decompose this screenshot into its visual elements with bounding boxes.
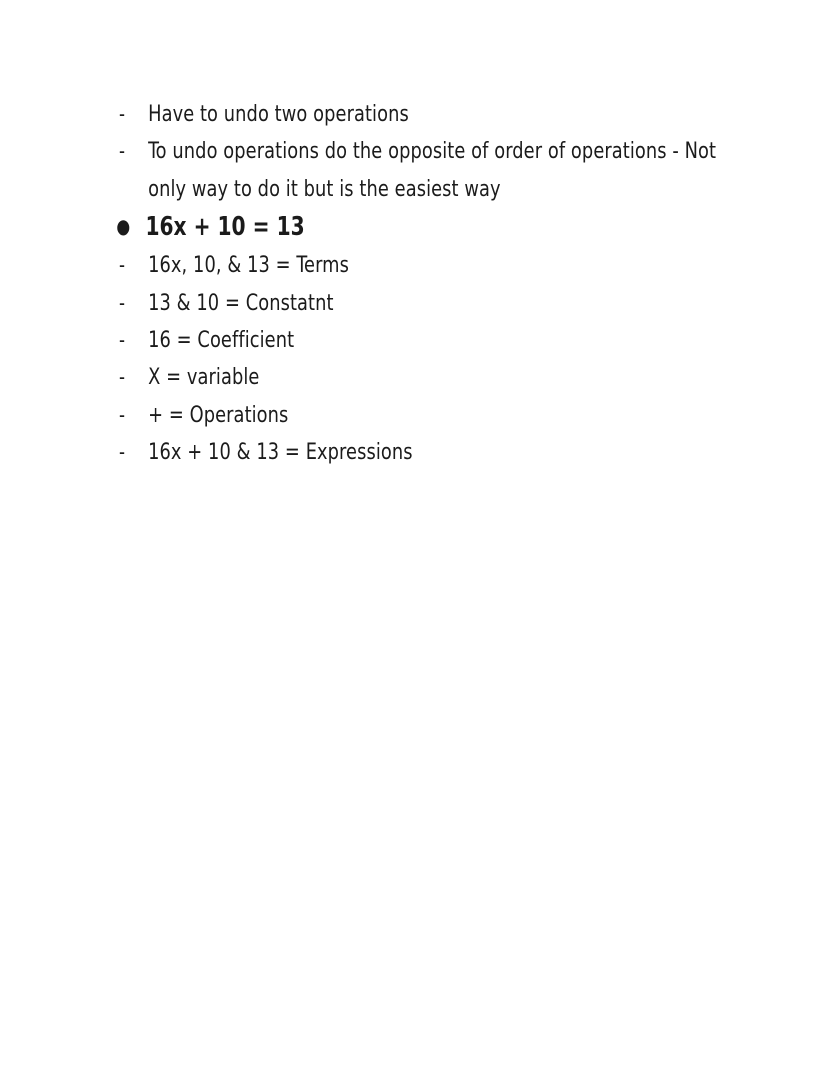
list-marker-bullet-icon: ●	[116, 214, 131, 239]
list-marker-dash: -	[119, 290, 126, 315]
list-marker-dash: -	[119, 139, 126, 164]
list-item-text: 16x + 10 & 13 = Expressions	[148, 439, 413, 466]
list-item	[112, 434, 752, 471]
notes-outline-list	[112, 96, 752, 1032]
empty-page-area	[112, 472, 752, 1032]
list-item	[112, 247, 752, 284]
list-marker-dash: -	[119, 328, 126, 353]
list-item	[112, 133, 752, 208]
list-item-text: X = variable	[148, 364, 260, 391]
list-marker-dash: -	[119, 402, 126, 427]
list-item-text: 13 & 10 = Constatnt	[148, 289, 334, 316]
list-item-equation	[112, 208, 752, 247]
list-marker-dash: -	[119, 440, 126, 465]
list-item	[112, 397, 752, 434]
list-item-text: 16x, 10, & 13 = Terms	[148, 252, 349, 279]
list-item-text: 16 = Coefficient	[148, 327, 295, 354]
list-marker-dash: -	[119, 365, 126, 390]
list-marker-dash: -	[119, 253, 126, 278]
list-item	[112, 359, 752, 396]
list-item	[112, 96, 752, 133]
list-item	[112, 285, 752, 322]
list-item-text: + = Operations	[148, 401, 289, 428]
list-item	[112, 322, 752, 359]
list-marker-dash: -	[119, 102, 126, 126]
list-item-text: To undo operations do the opposite of order of operations - Not only way to do it but is the easiest way	[148, 138, 717, 202]
list-item-text: Have to undo two operations	[148, 101, 409, 127]
equation-text: 16x + 10 = 13	[145, 212, 305, 243]
